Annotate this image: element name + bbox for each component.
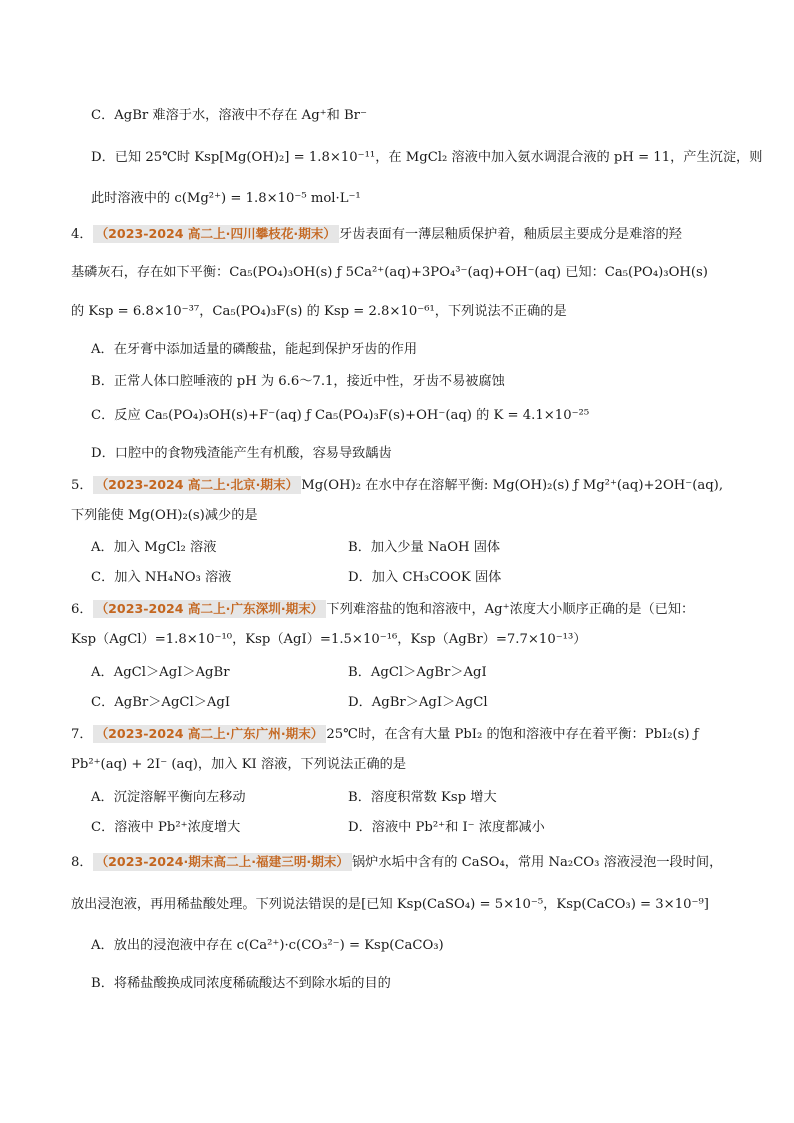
source-tag: （2023-2024·期末高二上·福建三明·期末） (93, 853, 352, 871)
q6-option-a: A．AgCl＞AgI＞AgBr (91, 665, 230, 680)
q5-option-b: B．加入少量 NaOH 固体 (348, 540, 501, 555)
question-text: 锅炉水垢中含有的 CaSO₄，常用 Na₂CO₃ 溶液浸泡一段时间， (351, 855, 723, 870)
source-tag: （2023-2024 高二上·四川攀枝花·期末） (93, 225, 339, 243)
q5-option-a: A．加入 MgCl₂ 溶液 (91, 540, 217, 555)
question-text: 牙齿表面有一薄层釉质保护着，釉质层主要成分是难溶的羟 (339, 227, 682, 242)
source-tag: （2023-2024 高二上·广东广州·期末） (93, 725, 327, 743)
question-8-line2: 放出浸泡液，再用稀盐酸处理。下列说法错误的是[已知 Ksp(CaSO₄) = 5×10⁻⁵，Ksp(CaCO₃) = 3×10⁻⁹] (71, 897, 709, 912)
q5-option-c: C．加入 NH₄NO₃ 溶液 (91, 570, 232, 585)
question-number: 6． (71, 602, 93, 617)
question-text: 下列难溶盐的饱和溶液中，Ag⁺浓度大小顺序正确的是（已知： (326, 602, 695, 617)
source-tag: （2023-2024 高二上·广东深圳·期末） (93, 600, 327, 618)
question-7-line2: Pb²⁺(aq) + 2I⁻ (aq)，加入 KI 溶液，下列说法正确的是 (71, 757, 407, 772)
q6-option-c: C．AgBr＞AgCl＞AgI (91, 695, 231, 710)
question-4-line3: 的 Ksp = 6.8×10⁻³⁷，Ca₅(PO₄)₃F(s) 的 Ksp = 2.8×10⁻⁶¹，下列说法不正确的是 (71, 304, 567, 319)
q4-option-a: A．在牙膏中添加适量的磷酸盐，能起到保护牙齿的作用 (91, 342, 418, 357)
question-8-line1 (71, 853, 722, 873)
source-tag: （2023-2024 高二上·北京·期末） (93, 476, 302, 494)
question-6-line2: Ksp（AgCl）=1.8×10⁻¹⁰，Ksp（AgI）=1.5×10⁻¹⁶，Ksp（AgBr）=7.7×10⁻¹³） (71, 632, 587, 647)
q5-option-d: D．加入 CH₃COOK 固体 (348, 570, 502, 585)
question-number: 7． (71, 727, 93, 742)
question-text: Mg(OH)₂ 在水中存在溶解平衡: Mg(OH)₂(s) ƒ Mg²⁺(aq)+2OH⁻(aq), (301, 478, 724, 493)
q8-option-a: A．放出的浸泡液中存在 c(Ca²⁺)·c(CO₃²⁻) = Ksp(CaCO₃) (91, 938, 444, 953)
q8-option-b: B．将稀盐酸换成同浓度稀硫酸达不到除水垢的目的 (91, 976, 391, 991)
question-number: 4． (71, 227, 93, 242)
question-number: 8． (71, 855, 93, 870)
q7-option-c: C．溶液中 Pb²⁺浓度增大 (91, 820, 241, 835)
q7-option-b: B．溶度积常数 Ksp 增大 (348, 790, 497, 805)
q4-option-b: B．正常人体口腔唾液的 pH 为 6.6～7.1，接近中性，牙齿不易被腐蚀 (91, 374, 505, 389)
q4-option-d: D．口腔中的食物残渣能产生有机酸，容易导致龋齿 (91, 446, 392, 461)
question-6-line1 (71, 600, 694, 620)
q6-option-d: D．AgBr＞AgI＞AgCl (348, 695, 488, 710)
q4-option-c: C．反应 Ca₅(PO₄)₃OH(s)+F⁻(aq) ƒ Ca₅(PO₄)₃F(s)+OH⁻(aq) 的 K = 4.1×10⁻²⁵ (91, 408, 590, 423)
q3-option-d-line2: 此时溶液中的 c(Mg²⁺) = 1.8×10⁻⁵ mol·L⁻¹ (91, 191, 361, 206)
q3-option-c: C．AgBr 难溶于水，溶液中不存在 Ag⁺和 Br⁻ (91, 108, 367, 123)
question-4-line1 (71, 225, 682, 245)
q7-option-d: D．溶液中 Pb²⁺和 I⁻ 浓度都减小 (348, 820, 545, 835)
question-number: 5． (71, 478, 93, 493)
question-5-line1 (71, 476, 723, 496)
q3-option-d-line1: D．已知 25℃时 Ksp[Mg(OH)₂] = 1.8×10⁻¹¹，在 MgCl₂ 溶液中加入氨水调混合液的 pH = 11，产生沉淀，则 (91, 150, 763, 165)
question-4-line2: 基磷灰石，存在如下平衡：Ca₅(PO₄)₃OH(s) ƒ 5Ca²⁺(aq)+3PO₄³⁻(aq)+OH⁻(aq) 已知：Ca₅(PO₄)₃OH(s) (71, 265, 708, 280)
q7-option-a: A．沉淀溶解平衡向左移动 (91, 790, 246, 805)
q6-option-b: B．AgCl＞AgBr＞AgI (348, 665, 487, 680)
question-7-line1 (71, 725, 699, 745)
question-text: 25℃时，在含有大量 PbI₂ 的饱和溶液中存在着平衡：PbI₂(s) ƒ (326, 727, 699, 742)
question-5-line2: 下列能使 Mg(OH)₂(s)减少的是 (71, 508, 258, 523)
